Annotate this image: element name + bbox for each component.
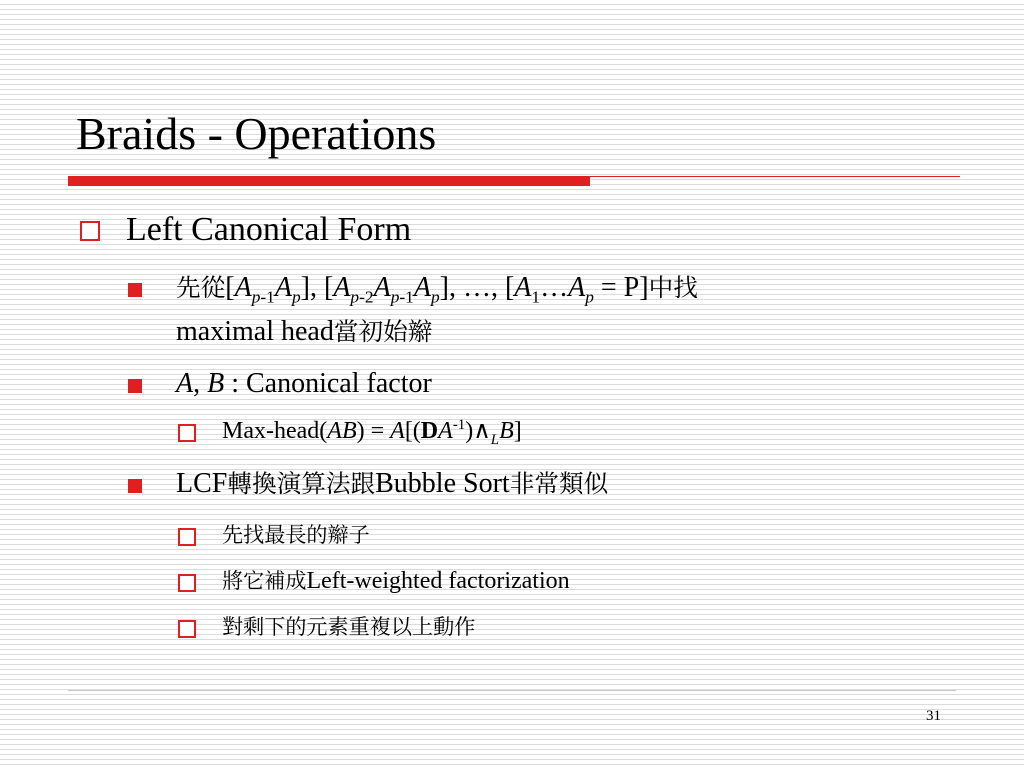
hollow-square-bullet-icon: [178, 424, 196, 442]
solid-square-bullet-icon: [128, 283, 142, 297]
bullet-text-line2: maximal head當初始辮: [176, 316, 433, 347]
slide-title: Braids - Operations: [76, 108, 437, 159]
bullet-text: 對剩下的元素重複以上動作: [222, 614, 476, 639]
page-number: 31: [926, 708, 941, 724]
bullet-text: 將它補成Left-weighted factorization: [222, 568, 570, 594]
bullet-text: Left Canonical Form: [126, 211, 412, 248]
bullet-text-line1: 先從$[A_{p-1}A_p]$, $[A_{p-2}A_{p-1}A_p]$, …, $[A_1\dots A_p = P]$中找: [176, 272, 698, 307]
footer-divider: [68, 690, 956, 691]
bullet-text: LCF轉換演算法跟Bubble Sort非常類似: [176, 468, 609, 499]
hollow-square-bullet-icon: [80, 221, 100, 241]
solid-square-bullet-icon: [128, 479, 142, 493]
bullet-text: A, B : Canonical factor: [176, 368, 432, 399]
hollow-square-bullet-icon: [178, 574, 196, 592]
hollow-square-bullet-icon: [178, 620, 196, 638]
bullet-text: Max-head(AB) = $A[(DA^{-1})\wedge_LB]$: [222, 417, 522, 448]
solid-square-bullet-icon: [128, 379, 142, 393]
hollow-square-bullet-icon: [178, 528, 196, 546]
title-underline-thin: [590, 176, 960, 177]
title-underline-thick: [68, 176, 590, 186]
bullet-text: 先找最長的辮子: [222, 522, 370, 547]
